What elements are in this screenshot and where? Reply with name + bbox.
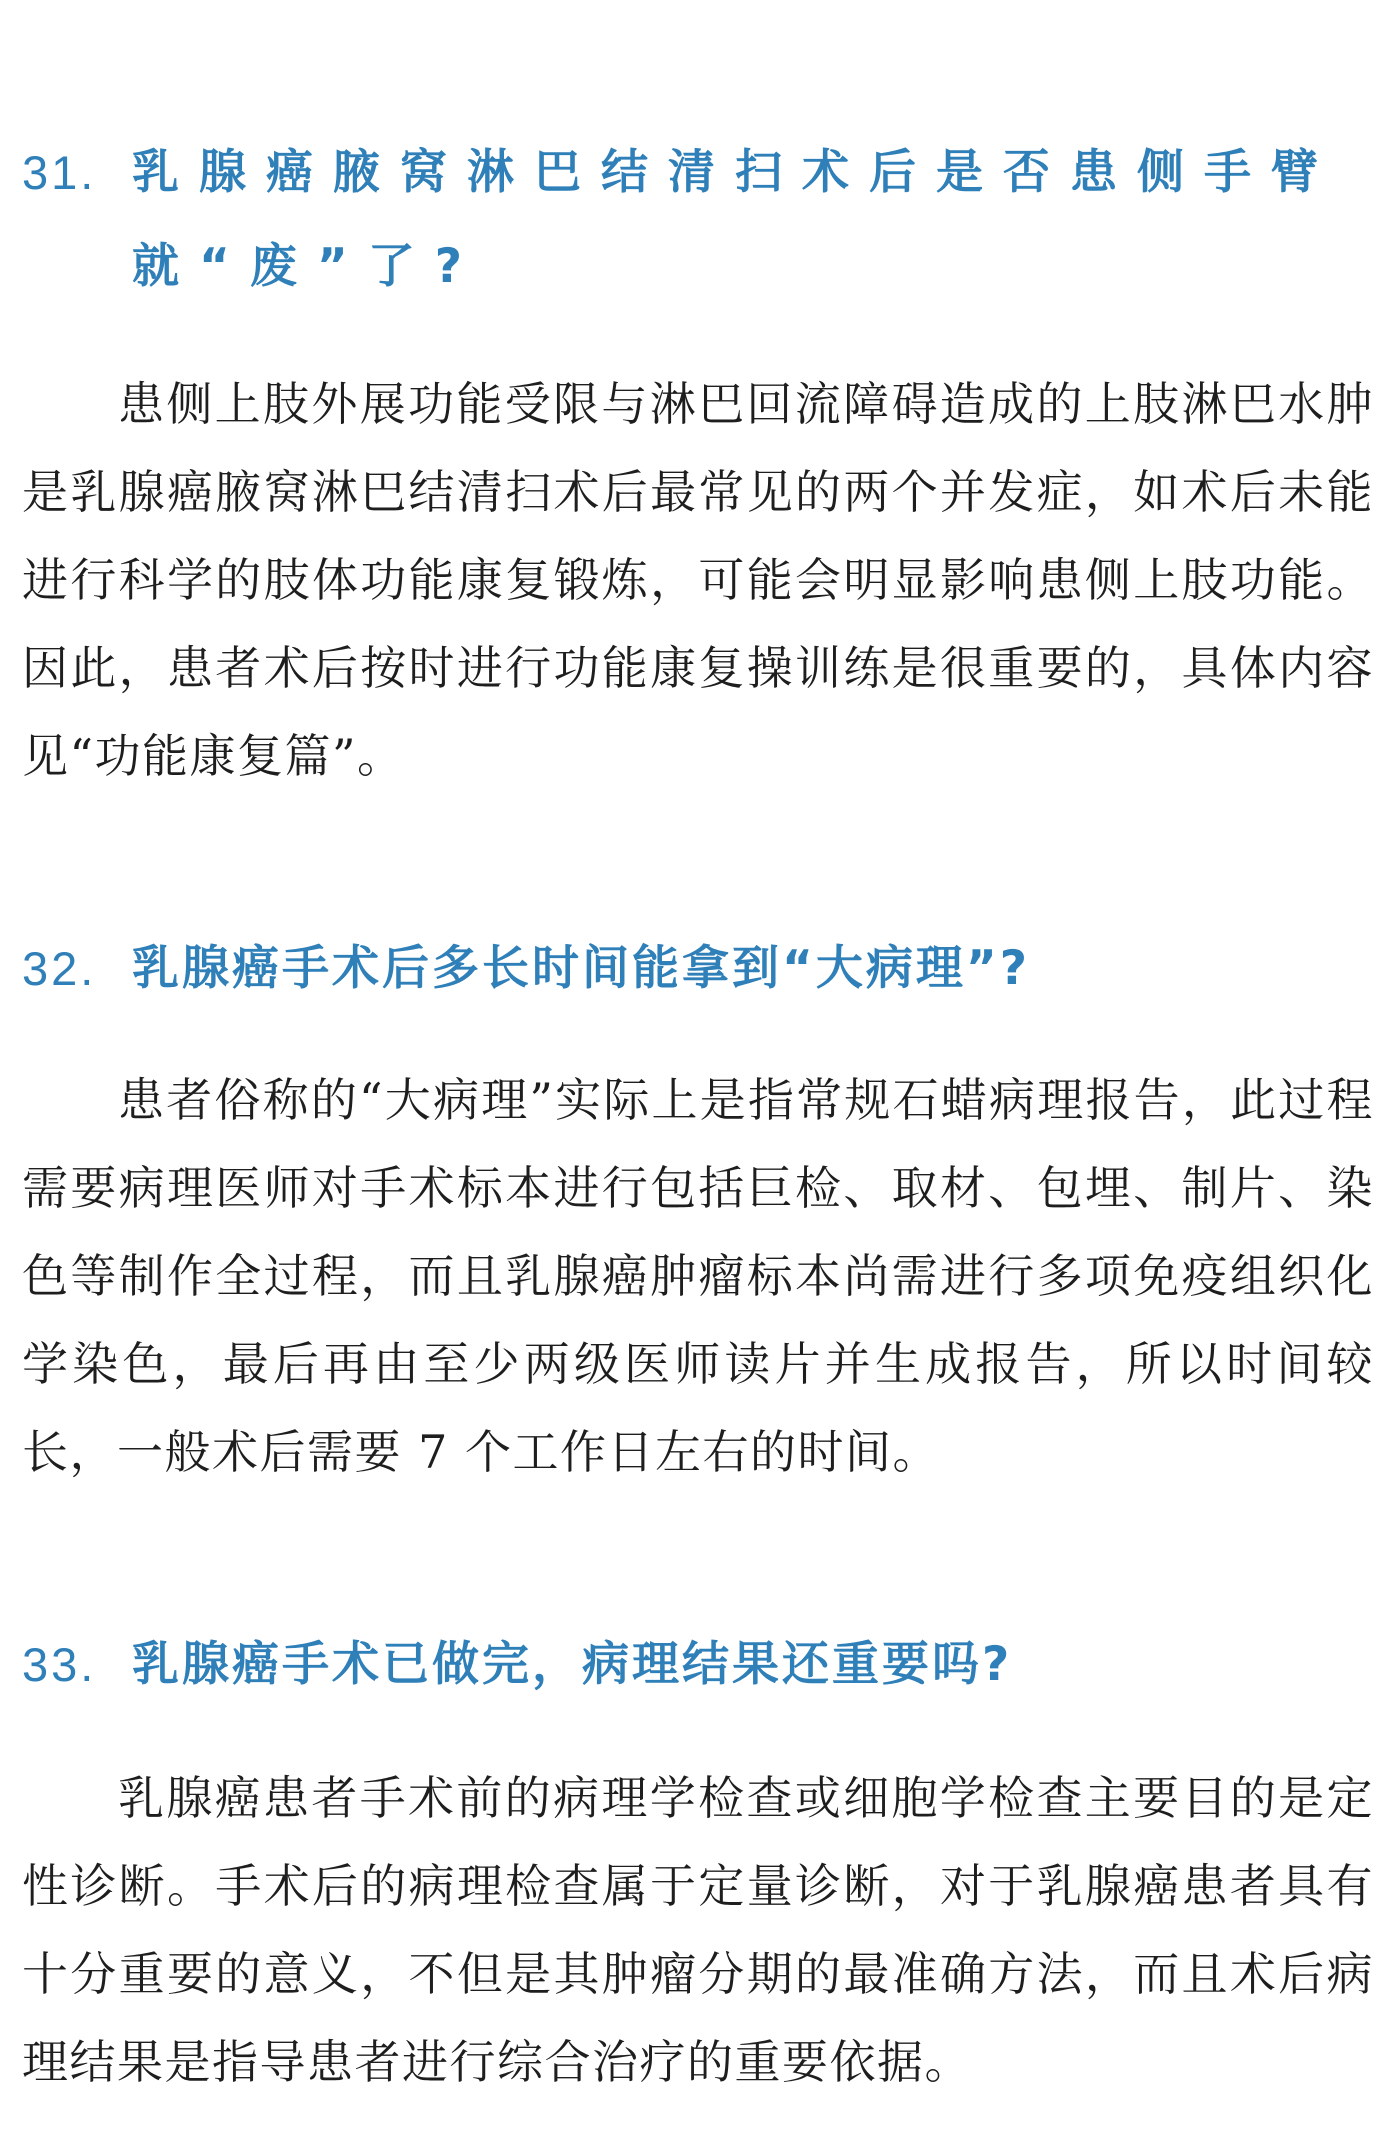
faq-item-32 <box>0 922 1396 1496</box>
answer-paragraph: 患者俗称的“大病理”实际上是指常规石蜡病理报告，此过程需要病理医师对手术标本进行包括巨检、取材、包埋、制片、染色等制作全过程，而且乳腺癌肿瘤标本尚需进行多项免疫组织化学染色，最后再由至少两级医师读片并生成报告，所以时间较长，一般术后需要 7 个工作日左右的时间。 <box>22 1073 1374 1479</box>
answer-paragraph: 患侧上肢外展功能受限与淋巴回流障碍造成的上肢淋巴水肿是乳腺癌腋窝淋巴结清扫术后最常见的两个并发症，如术后未能进行科学的肢体功能康复锻炼，可能会明显影响患侧上肢功能。因此，患者术后按时进行功能康复操训练是很重要的，具体内容见“功能康复篇”。 <box>22 377 1374 783</box>
question-number: 32. <box>22 942 97 995</box>
question-title: 乳腺癌腋窝淋巴结清扫术后是否患侧手臂就“废”了? <box>132 145 1338 294</box>
question-title: 乳腺癌手术后多长时间能拿到“大病理”? <box>132 941 1031 996</box>
question-heading <box>0 126 1396 314</box>
faq-item-33 <box>0 1618 1396 2106</box>
question-heading <box>0 1618 1396 1712</box>
answer-paragraph: 乳腺癌患者手术前的病理学检查或细胞学检查主要目的是定性诊断。手术后的病理检查属于定量诊断，对于乳腺癌患者具有十分重要的意义，不但是其肿瘤分期的最准确方法，而且术后病理结果是指导患者进行综合治疗的重要依据。 <box>22 1771 1374 2089</box>
question-title: 乳腺癌手术已做完，病理结果还重要吗? <box>132 1637 1013 1692</box>
question-number: 31. <box>22 146 97 199</box>
question-number: 33. <box>22 1638 97 1691</box>
faq-item-31 <box>0 126 1396 800</box>
question-heading <box>0 922 1396 1016</box>
